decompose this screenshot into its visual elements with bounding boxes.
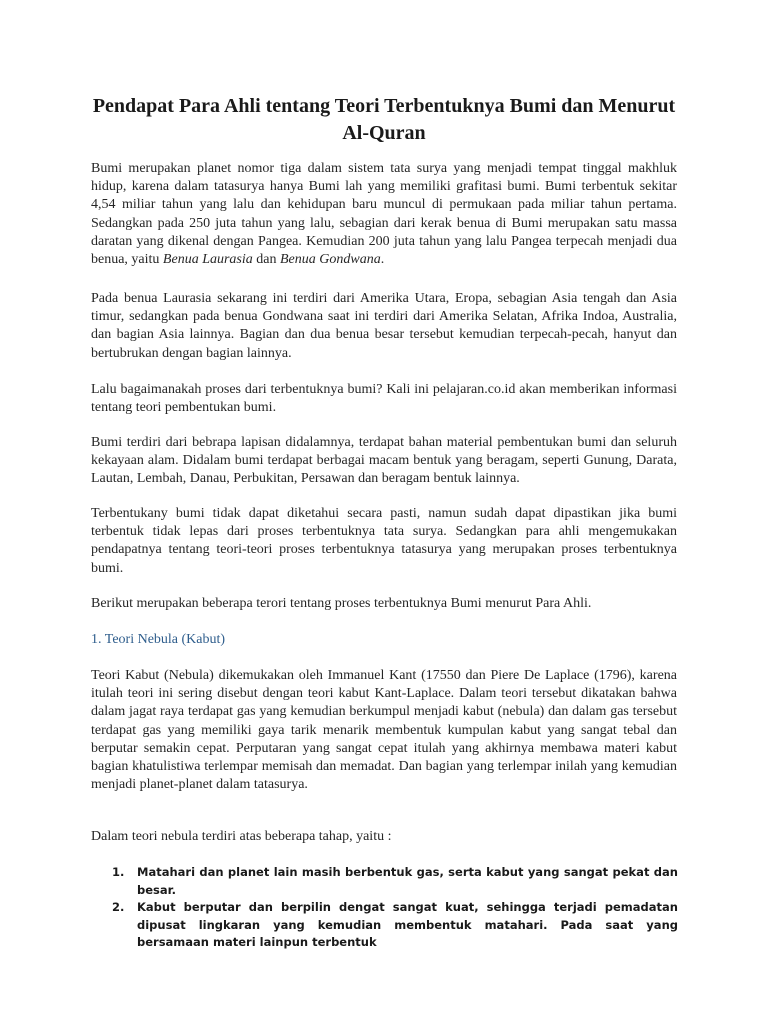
nebula-stages-list bbox=[112, 864, 678, 951]
paragraph-intro bbox=[91, 160, 677, 269]
list-item bbox=[112, 899, 678, 951]
paragraph-layers: Bumi terdiri dari bebrapa lapisan didalamnya, terdapat bahan material pembentukan bumi dan seluruh kekayaan alam. Didalam bumi terdapat berbagai macam bentuk yang beragam, seperti Gunung, Darata, Lautan, Lembah, Danau, Perbukitan, Persawan dan beragam bentuk lainnya. bbox=[91, 435, 677, 487]
list-item bbox=[112, 864, 678, 899]
section-heading-nebula: 1. Teori Nebula (Kabut) bbox=[91, 632, 226, 647]
list-item-text: Kabut berputar dan berpilin dengat sangat kuat, sehingga terjadi pemadatan dipusat lingkaran yang kemudian membentuk matahari. Pada saat yang bersamaan materi lainpun terbentuk bbox=[137, 900, 678, 949]
intro-end: . bbox=[380, 252, 385, 268]
intro-text: Bumi merupakan planet nomor tiga dalam sistem tata surya yang menjadi tempat tinggal makhluk hidup, karena dalam tatasurya hanya Bumi lah yang memiliki grafitasi bumi. Bumi terbentuk sekitar 4,54 miliar tahun yang lalu dan kehidupan baru muncul di permukaan pada miliar tahun pertama. Sedangkan pada 250 juta tahun yang lalu, sebagian dari kerak benua di Bumi merupakan satu massa daratan yang dikenal dengan Pangea. Kemudian 200 juta tahun yang lalu Pangea terpecah menjadi dua benua, yaitu bbox=[91, 161, 677, 268]
list-item-number: 2. bbox=[112, 900, 125, 914]
paragraph-stages-intro: Dalam teori nebula terdiri atas beberapa tahap, yaitu : bbox=[91, 829, 392, 844]
paragraph-question: Lalu bagaimanakah proses dari terbentuknya bumi? Kali ini pelajaran.co.id akan memberikan informasi tentang teori pembentukan bumi. bbox=[91, 382, 677, 416]
paragraph-theories-intro: Berikut merupakan beberapa terori tentang proses terbentuknya Bumi menurut Para Ahli. bbox=[91, 596, 592, 611]
italic-benua-laurasia: Benua Laurasia bbox=[162, 252, 253, 268]
list-item-number: 1. bbox=[112, 865, 125, 879]
intro-conjunction: dan bbox=[252, 252, 280, 268]
paragraph-laurasia: Pada benua Laurasia sekarang ini terdiri dari Amerika Utara, Eropa, sebagian Asia tengah dan Asia timur, sedangkan pada benua Gondwana saat ini terdiri dari Amerika Selatan, Afrika Indoa, Australia, dan bagian Asia lainnya. Bagian dan dua benua besar tersebut kemudian terpecah-pecah, hanyut dan bertubrukan dengan bagian lainnya. bbox=[91, 291, 677, 361]
document-title: Pendapat Para Ahli tentang Teori Terbentuknya Bumi dan Menurut Al-Quran bbox=[92, 95, 676, 144]
paragraph-nebula-theory: Teori Kabut (Nebula) dikemukakan oleh Immanuel Kant (17550 dan Piere De Laplace (1796), karena itulah teori ini sering disebut dengan teori kabut Kant-Laplace. Dalam teori tersebut dikatakan bahwa dalam jagat raya terdapat gas yang kemudian berkumpul menjadi kabut (nebula) dan dalam gas tersebut terdapat gas yang memiliki gaya tarik menarik membentuk kumpulan kabut yang sangat tebal dan berputar semakin cepat. Perputaran yang sangat cepat itulah yang akhirnya membawa materi kabut bagian khatulistiwa terlempar memisah dan memadat. Dan bagian yang terlempar inilah yang kemudian menjadi planet-planet dalam tatasurya. bbox=[91, 668, 677, 793]
paragraph-formation: Terbentukany bumi tidak dapat diketahui secara pasti, namun sudah dapat dipastikan jika bumi terbentuk tidak lepas dari proses terbentuknya tata surya. Sedangkan para ahli mengemukakan pendapatnya tentang teori-teori proses terbentuknya tatasurya yang merupakan proses terbentuknya bumi. bbox=[91, 506, 677, 576]
list-item-text: Matahari dan planet lain masih berbentuk gas, serta kabut yang sangat pekat dan besar. bbox=[137, 865, 678, 897]
italic-benua-gondwana: Benua Gondwana bbox=[279, 252, 381, 268]
